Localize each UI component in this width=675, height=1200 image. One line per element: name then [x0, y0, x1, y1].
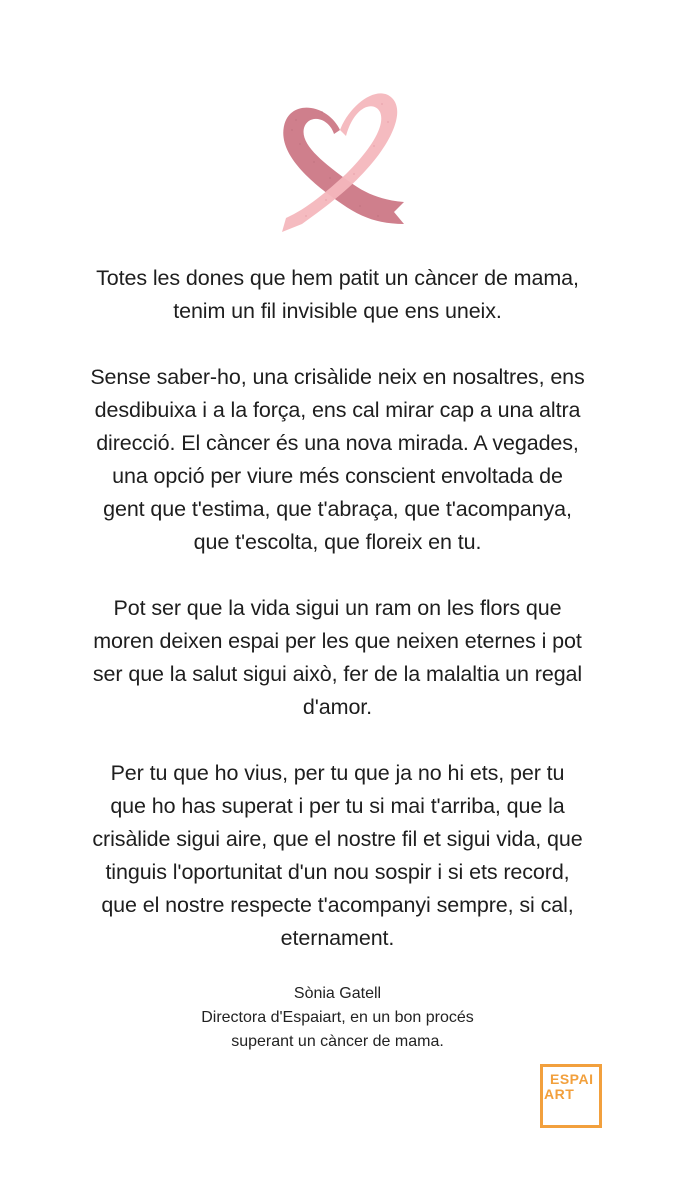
author-role: Directora d'Espaiart, en un bon procés	[201, 1009, 474, 1026]
poem-line: gent que t'estima, que t'abraça, que t'acompanya,	[103, 497, 572, 521]
author-role: superant un càncer de mama.	[231, 1033, 444, 1050]
poem-line: ser que la salut sigui això, fer de la malaltia un regal	[92, 662, 583, 686]
poem-line: una opció per viure més conscient envoltada de	[112, 464, 563, 488]
poem-line: crisàlide sigui aire, que el nostre fil et sigui vida, que	[92, 827, 583, 851]
espaiart-logo	[540, 1064, 602, 1128]
poem-line: eternament.	[280, 926, 395, 950]
poem-line: Pot ser que la vida sigui un ram on les flors que	[113, 596, 562, 620]
poem-line: que el nostre respecte t'acompanyi sempre, si cal,	[101, 893, 574, 917]
poem-line: Totes les dones que hem patit un càncer de mama,	[96, 266, 579, 290]
signature-block	[140, 982, 535, 1054]
poem-stanza-3	[40, 592, 635, 724]
logo-wordmark	[544, 1072, 593, 1102]
poem-line: direcció. El càncer és una nova mirada. A vegades,	[96, 431, 579, 455]
logo-line-1: ESPAI	[550, 1071, 594, 1087]
poem-line: tinguis l'oportunitat d'un nou sospir i si ets record,	[105, 860, 570, 884]
poem-stanza-1	[40, 262, 635, 328]
author-name: Sònia Gatell	[293, 985, 382, 1002]
poem-text	[40, 262, 635, 988]
poem-stanza-4	[40, 757, 635, 955]
poem-line: que ho has superat i per tu si mai t'arriba, que la	[110, 794, 565, 818]
poem-line: que t'escolta, que floreix en tu.	[193, 530, 482, 554]
poem-line: Sense saber-ho, una crisàlide neix en nosaltres, ens	[90, 365, 585, 389]
poem-line: d'amor.	[302, 695, 373, 719]
poem-line: desdibuixa i a la força, ens cal mirar cap a una altra	[94, 398, 581, 422]
poem-line: moren deixen espai per les que neixen eternes i pot	[93, 629, 582, 653]
logo-line-2: ART	[544, 1086, 575, 1102]
poem-line: tenim un fil invisible que ens uneix.	[173, 299, 502, 323]
poem-line: Per tu que ho vius, per tu que ja no hi ets, per tu	[110, 761, 565, 785]
poem-stanza-2	[40, 361, 635, 559]
pink-ribbon-heart-icon	[270, 82, 410, 234]
